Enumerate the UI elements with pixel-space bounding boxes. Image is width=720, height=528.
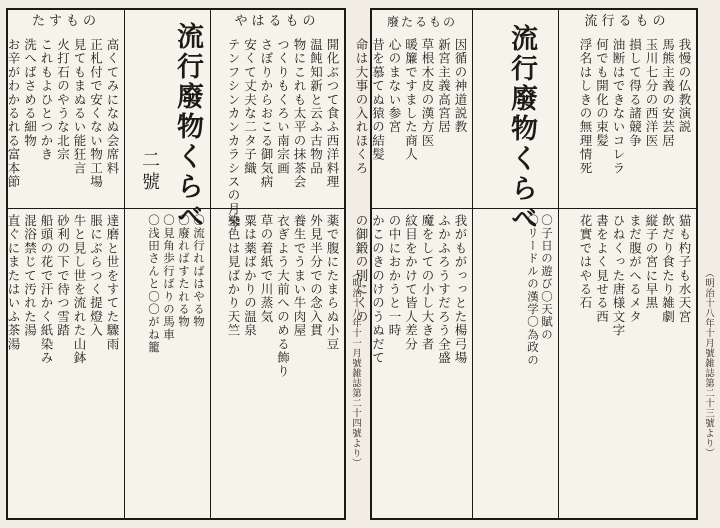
issue-number: 二號	[139, 150, 160, 194]
section-bottom-right	[210, 208, 344, 518]
section-heading: 流行るもの	[584, 14, 670, 29]
note-block	[124, 208, 210, 518]
section-bottom-left	[8, 208, 124, 518]
section-columns: 因循の神道説教 新宮主義高宮居 草根木皮の漢方医 暖簾ですました商人 心のまない参宮 昔を慕てぬ猿の結髪 命は大事の入れほくろ	[354, 38, 468, 175]
section-columns: 我がもがっっとた楊弓場 ふかふろうすだろう全盛 魔をしての小し大き者 紋目をかけて皆人差分 の中におかうと一時 かこのきのけのうぬだて の御鍛の別にくの	[354, 214, 468, 365]
section-bottom-middle	[472, 208, 558, 518]
section-columns: 開化ぶつて食ふ西洋料理 温飩知新と云ふ古物品 物にこれも太平の抹茶会 つくりもくろい南宗画 さぼりからおこる御気病 安くて丈夫な二タ子織 テンフシンカンカラシスの月琴	[226, 38, 340, 230]
section-columns: 薬で腹にたまらぬ小豆 外見半分での念入貫 養生でうまい牛肉屋 衣ぎよう大前へのめる飾り 草の着紙で川蒸気 粟は薬ばかりの温泉 染色は見ばかり天竺	[226, 214, 340, 379]
section-tasumono	[8, 10, 124, 208]
section-columns: 高くてみになぬ会席料 正札付で安くない物工場 見てもまぬるい能狂言 火打石のやうな北宗 これもよひとつかき 洗へばさめる細物 お辛がわかるれる富本節	[6, 38, 120, 189]
section-hayaru	[558, 10, 696, 208]
section-heading: たすもの	[31, 14, 100, 29]
left-page	[6, 8, 346, 520]
right-side-note: （明治十八年十月號雑誌第二十三號より）	[703, 268, 714, 458]
section-columns: 〇子日の遊び〇天賦の 〇リードルの漢学〇為政の	[526, 214, 554, 367]
title-block	[472, 10, 558, 234]
section-hayaru	[210, 10, 344, 230]
section-columns: 猫も杓子も水天宮 飲だり食たり雑劇 縦子の宮に早黒 まだ腹がへるメタ ひねくった唐様文字 書をよく見せる西 花實ではやる石	[578, 214, 692, 338]
section-heading: やはるもの	[234, 14, 320, 29]
left-side-note: （明治十八年十一月號雑誌第二十四號より）	[350, 268, 361, 468]
section-columns: 達磨と世をすてた驟雨 脹にぶらつく提燈入 牛と見し世を流れた山鉢 砂利の下で待つ雪踏 船頭の花で汗かく紙染み 混浴禁じて汚れた湯 直ぐにまたはいふ茶湯	[6, 214, 120, 365]
note-lines: 〇流行ればはやる物 〇廢ればすたれる物 〇見角歩行ばりの馬車 〇浅田さんと〇〇がね籠	[147, 214, 206, 354]
section-bottom-right	[558, 208, 696, 518]
page-title: 流行廢物くらべ	[506, 24, 537, 234]
title-block	[124, 10, 210, 232]
section-columns: 我慢の仏教演説 馬熊主義の安芸居 玉川七分の西洋医 損して得る諸競争 油断はできないコレラ 何でも開化の束髪 浮名はしきの無理情死	[578, 38, 692, 175]
page-title: 流行廢物くらべ	[172, 22, 203, 232]
section-sutaru	[354, 10, 472, 208]
section-heading: 廢たるもの	[386, 15, 457, 29]
